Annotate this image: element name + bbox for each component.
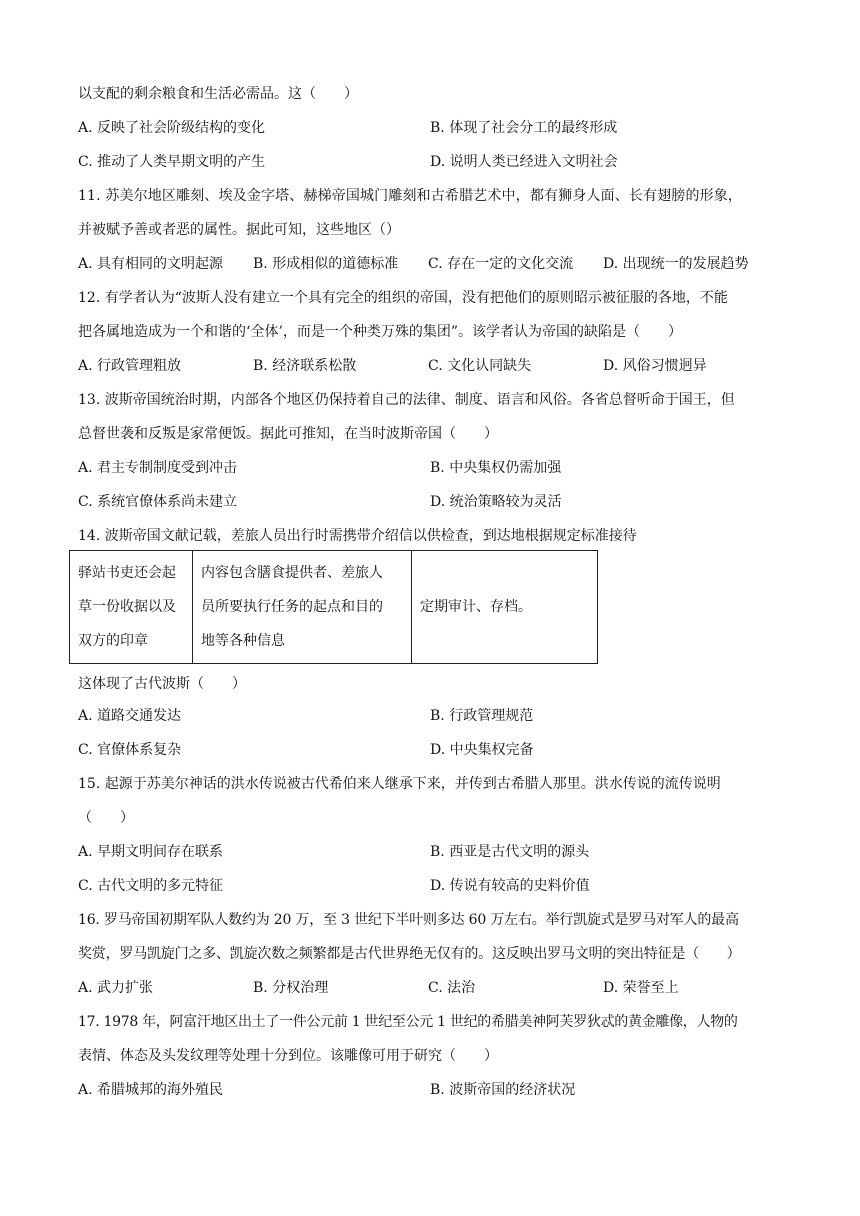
q14-option-c[interactable]: C. 官僚体系复杂 — [78, 742, 182, 758]
table-cell-line: 员所要执行任务的起点和目的 — [201, 599, 383, 615]
q15-stem-line2: （ ） — [78, 810, 134, 826]
table-cell-line: 驿站书吏还会起 — [78, 565, 176, 581]
q12-option-c[interactable]: C. 文化认同缺失 — [428, 358, 532, 374]
q13-option-a[interactable]: A. 君主专制制度受到冲击 — [78, 460, 238, 476]
q16-stem-line1: 16. 罗马帝国初期军队人数约为 20 万，至 3 世纪下半叶则多达 60 万左右。举行凯旋式是罗马对军人的最高 — [78, 912, 739, 928]
q13-option-c[interactable]: C. 系统官僚体系尚未建立 — [78, 494, 238, 510]
q16-option-c[interactable]: C. 法治 — [428, 980, 476, 996]
q12-option-a[interactable]: A. 行政管理粗放 — [78, 358, 182, 374]
table-cell-receipt — [70, 551, 193, 664]
q14-document-table — [69, 550, 598, 664]
q10-option-c[interactable]: C. 推动了人类早期文明的产生 — [78, 154, 266, 170]
q14-option-b[interactable]: B. 行政管理规范 — [430, 708, 534, 724]
q16-option-a[interactable]: A. 武力扩张 — [78, 980, 154, 996]
q15-stem-line1: 15. 起源于苏美尔神话的洪水传说被古代希伯来人继承下来，并传到古希腊人那里。洪水传说的流传说明 — [78, 776, 721, 792]
q14-option-d[interactable]: D. 中央集权完备 — [430, 742, 534, 758]
q11-option-a[interactable]: A. 具有相同的文明起源 — [78, 256, 224, 272]
q14-option-a[interactable]: A. 道路交通发达 — [78, 708, 182, 724]
q10-option-b[interactable]: B. 体现了社会分工的最终形成 — [430, 120, 618, 136]
q10-option-d[interactable]: D. 说明人类已经进入文明社会 — [430, 154, 618, 170]
q13-stem-line1: 13. 波斯帝国统治时期，内部各个地区仍保持着自己的法律、制度、语言和风俗。各省总督听命于国王，但 — [78, 392, 735, 408]
q11-option-d[interactable]: D. 出现统一的发展趋势 — [603, 256, 749, 272]
q14-stem-line1: 14. 波斯帝国文献记载，差旅人员出行时需携带介绍信以供检查，到达地根据规定标准接待 — [78, 528, 637, 544]
table-cell-contents — [193, 551, 412, 664]
q13-option-d[interactable]: D. 统治策略较为灵活 — [430, 494, 562, 510]
table-row — [70, 551, 598, 664]
q15-option-d[interactable]: D. 传说有较高的史料价值 — [430, 878, 590, 894]
q16-option-d[interactable]: D. 荣誉至上 — [603, 980, 679, 996]
q13-stem-line2: 总督世袭和反叛是家常便饭。据此可推知，在当时波斯帝国（ ） — [78, 426, 498, 442]
table-cell-line: 内容包含膳食提供者、差旅人 — [201, 565, 383, 581]
q11-option-b[interactable]: B. 形成相似的道德标准 — [253, 256, 399, 272]
q11-option-c[interactable]: C. 存在一定的文化交流 — [428, 256, 574, 272]
q11-stem-line1: 11. 苏美尔地区雕刻、埃及金字塔、赫梯帝国城门雕刻和古希腊艺术中，都有狮身人面、长有翅膀的形象， — [78, 188, 743, 204]
q10-option-a[interactable]: A. 反映了社会阶级结构的变化 — [78, 120, 266, 136]
table-cell-line: 地等各种信息 — [201, 633, 285, 649]
q12-option-d[interactable]: D. 风俗习惯迥异 — [603, 358, 707, 374]
q17-stem-line2: 表情、体态及头发纹理等处理十分到位。该雕像可用于研究（ ） — [78, 1048, 498, 1064]
q17-stem-line1: 17. 1978 年，阿富汗地区出土了一件公元前 1 世纪至公元 1 世纪的希腊美神阿芙罗狄忒的黄金雕像，人物的 — [78, 1014, 738, 1030]
q15-option-b[interactable]: B. 西亚是古代文明的源头 — [430, 844, 590, 860]
q14-stem-line2: 这体现了古代波斯（ ） — [78, 676, 246, 692]
table-cell-line: 定期审计、存档。 — [420, 599, 532, 615]
q15-option-a[interactable]: A. 早期文明间存在联系 — [78, 844, 224, 860]
table-cell-audit — [412, 551, 598, 664]
q10-stem-tail: 以支配的剩余粮食和生活必需品。这（ ） — [78, 86, 358, 102]
q17-option-b[interactable]: B. 波斯帝国的经济状况 — [430, 1082, 576, 1098]
q16-option-b[interactable]: B. 分权治理 — [253, 980, 329, 996]
q12-stem-line1: 12. 有学者认为“波斯人没有建立一个具有完全的组织的帝国，没有把他们的原则昭示被征服的各地，不能 — [78, 290, 728, 306]
q16-stem-line2: 奖赏，罗马凯旋门之多、凯旋次数之频繁都是古代世界绝无仅有的。这反映出罗马文明的突出特征是（ ） — [78, 946, 741, 962]
q15-option-c[interactable]: C. 古代文明的多元特征 — [78, 878, 224, 894]
q12-option-b[interactable]: B. 经济联系松散 — [253, 358, 357, 374]
q17-option-a[interactable]: A. 希腊城邦的海外殖民 — [78, 1082, 224, 1098]
table-cell-line: 草一份收据以及 — [78, 599, 176, 615]
q13-option-b[interactable]: B. 中央集权仍需加强 — [430, 460, 562, 476]
q11-stem-line2: 并被赋予善或者恶的属性。据此可知，这些地区（） — [78, 222, 400, 238]
table-cell-line: 双方的印章 — [78, 633, 148, 649]
q12-stem-line2: 把各属地造成为一个和谐的‘全体’，而是一个种类万殊的集团”。该学者认为帝国的缺陷是（ ） — [78, 324, 683, 340]
